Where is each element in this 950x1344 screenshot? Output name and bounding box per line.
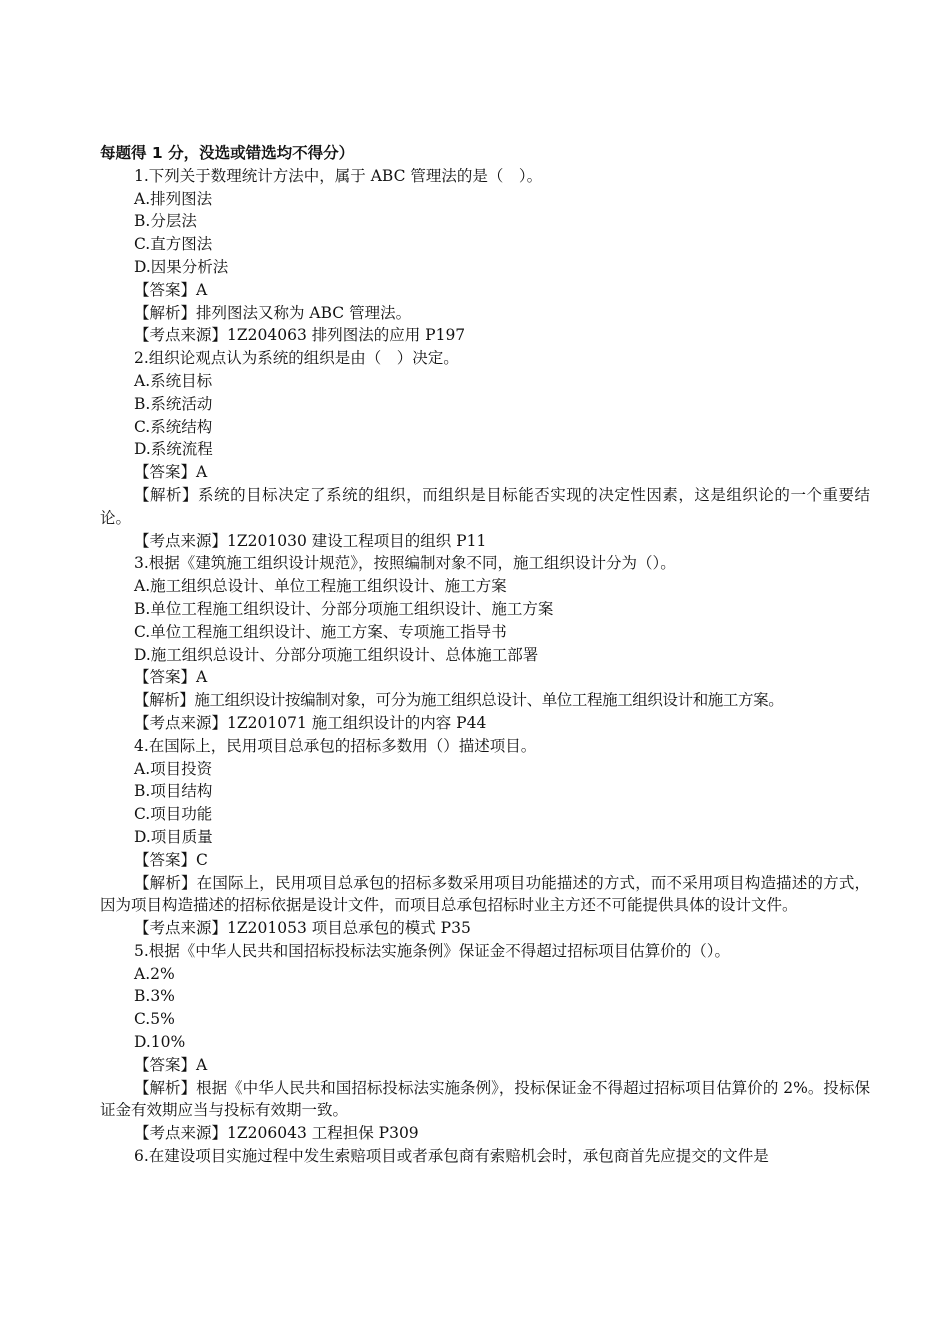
answer: 【答案】C <box>134 850 208 869</box>
answer: 【答案】A <box>134 463 208 482</box>
question-stem: 3.根据《建筑施工组织设计规范》，按照编制对象不同，施工组织设计分为（）。 <box>134 554 676 573</box>
source: 【考点来源】1Z201053 项目总承包的模式 P35 <box>134 919 471 938</box>
option-b: B.单位工程施工组织设计、分部分项施工组织设计、施工方案 <box>134 599 554 618</box>
option-a: A.2% <box>134 964 175 983</box>
question-stem: 6.在建设项目实施过程中发生索赔项目或者承包商有索赔机会时，承包商首先应提交的文件是 <box>134 1147 769 1166</box>
section-instruction: 每题得 1 分，没选或错选均不得分） <box>100 144 355 162</box>
option-d: D.项目质量 <box>134 827 213 846</box>
document-page <box>100 142 870 1168</box>
option-b: B.项目结构 <box>134 782 213 801</box>
question-stem: 1.下列关于数理统计方法中，属于 ABC 管理法的是（ ）。 <box>134 166 543 185</box>
option-c: C.系统结构 <box>134 417 213 436</box>
option-d: D.因果分析法 <box>134 257 229 276</box>
option-b: B.分层法 <box>134 212 197 231</box>
source: 【考点来源】1Z201030 建设工程项目的组织 P11 <box>134 531 487 550</box>
option-c: C.5% <box>134 1010 175 1029</box>
option-c: C.单位工程施工组织设计、施工方案、专项施工指导书 <box>134 622 507 641</box>
option-a: A.项目投资 <box>134 759 213 778</box>
option-d: D.10% <box>134 1033 186 1052</box>
question-4 <box>100 735 870 940</box>
analysis: 【解析】排列图法又称为 ABC 管理法。 <box>134 303 412 322</box>
question-3 <box>100 552 870 734</box>
question-2 <box>100 347 870 552</box>
question-stem: 5.根据《中华人民共和国招标投标法实施条例》保证金不得超过招标项目估算价的（）。 <box>134 941 731 960</box>
question-stem: 2.组织论观点认为系统的组织是由（ ）决定。 <box>134 349 459 368</box>
option-c: C.直方图法 <box>134 235 213 254</box>
option-a: A.施工组织总设计、单位工程施工组织设计、施工方案 <box>134 577 507 596</box>
option-a: A.系统目标 <box>134 371 213 390</box>
answer: 【答案】A <box>134 668 208 687</box>
answer: 【答案】A <box>134 1055 208 1074</box>
answer: 【答案】A <box>134 280 208 299</box>
question-1 <box>100 165 870 347</box>
option-d: D.施工组织总设计、分部分项施工组织设计、总体施工部署 <box>134 645 539 664</box>
source: 【考点来源】1Z206043 工程担保 P309 <box>134 1124 419 1143</box>
source: 【考点来源】1Z204063 排列图法的应用 P197 <box>134 326 466 345</box>
option-b: B.系统活动 <box>134 394 213 413</box>
question-6 <box>100 1145 870 1168</box>
analysis: 【解析】系统的目标决定了系统的组织，而组织是目标能否实现的决定性因素，这是组织论的一个重要结论。 <box>100 485 870 527</box>
option-c: C.项目功能 <box>134 805 213 824</box>
question-stem: 4.在国际上，民用项目总承包的招标多数用（）描述项目。 <box>134 736 537 755</box>
analysis: 【解析】根据《中华人民共和国招标投标法实施条例》，投标保证金不得超过招标项目估算价的 2%。投标保证金有效期应当与投标有效期一致。 <box>100 1078 870 1120</box>
analysis: 【解析】施工组织设计按编制对象，可分为施工组织总设计、单位工程施工组织设计和施工方案。 <box>134 691 784 710</box>
option-a: A.排列图法 <box>134 189 213 208</box>
analysis: 【解析】在国际上，民用项目总承包的招标多数采用项目功能描述的方式，而不采用项目构造描述的方式，因为项目构造描述的招标依据是设计文件，而项目总承包招标时业主方还不可能提供具体的设计文件。 <box>100 873 870 915</box>
source: 【考点来源】1Z201071 施工组织设计的内容 P44 <box>134 713 487 732</box>
option-b: B.3% <box>134 987 175 1006</box>
question-5 <box>100 940 870 1145</box>
option-d: D.系统流程 <box>134 440 213 459</box>
